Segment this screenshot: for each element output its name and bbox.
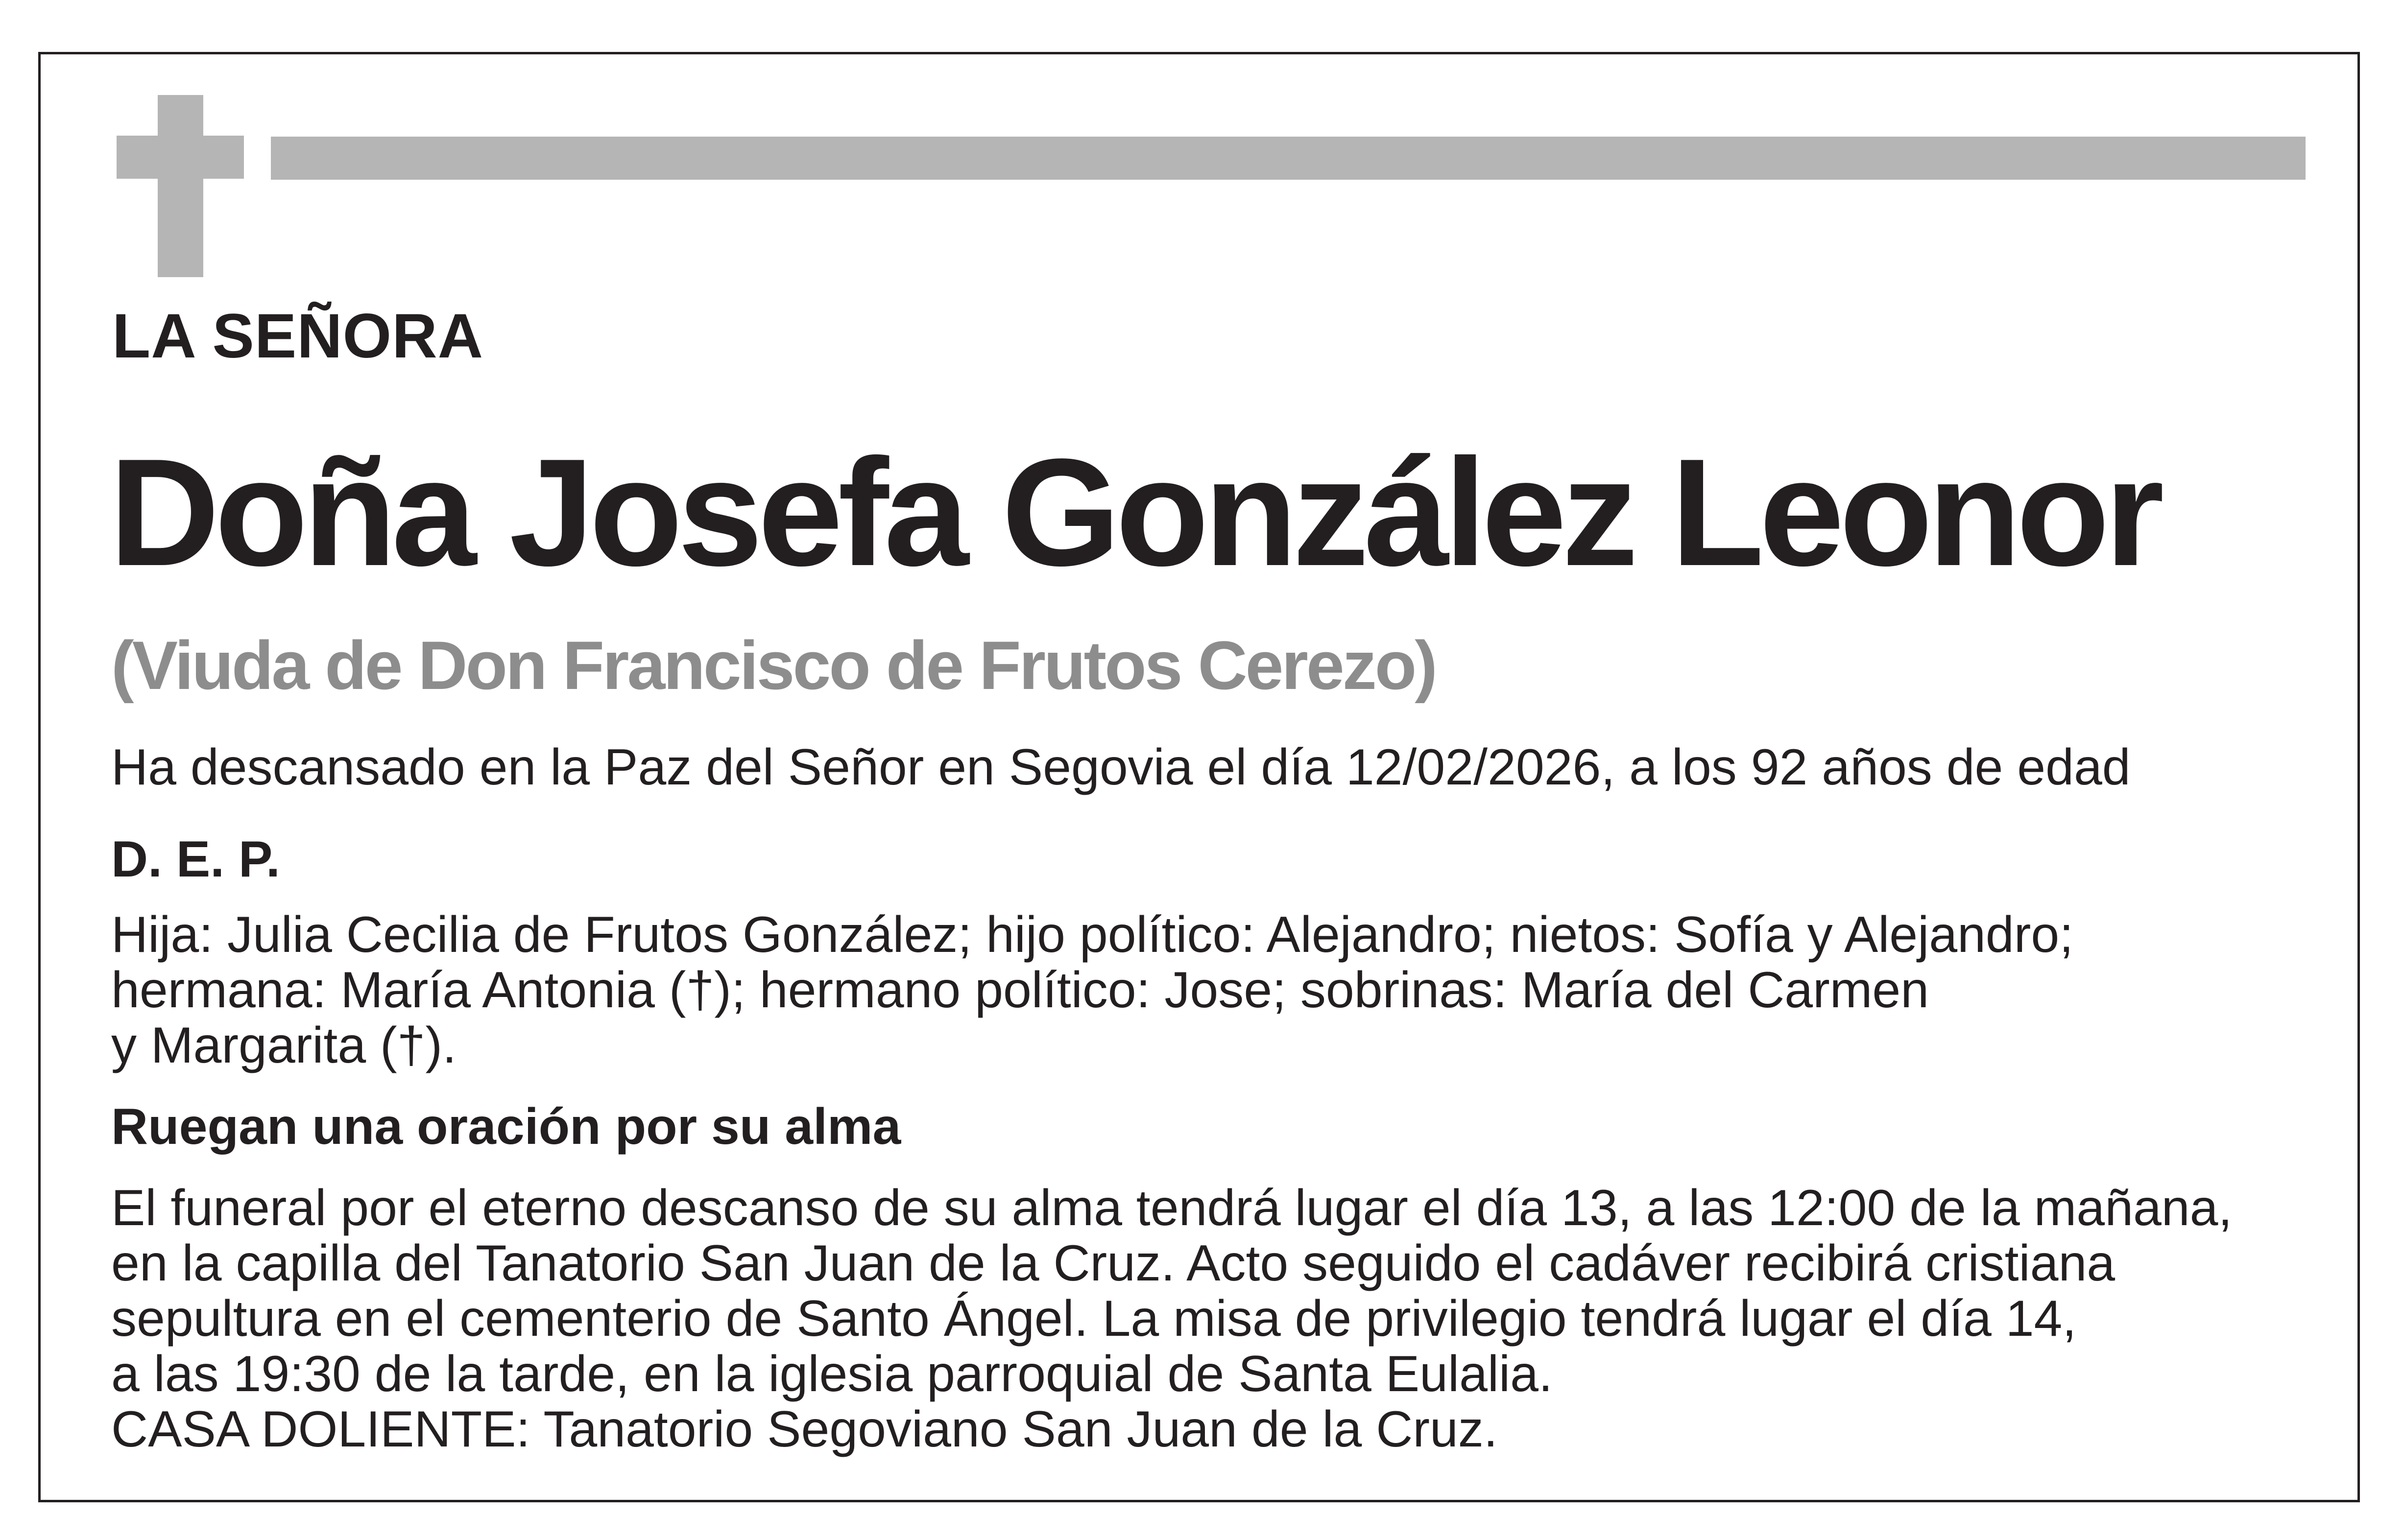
death-statement: Ha descansado en la Paz del Señor en Segovia el día 12/02/2026, a los 92 años de edad: [111, 739, 2131, 796]
cross-vertical-bar: [158, 95, 203, 277]
cross-icon: [117, 95, 244, 277]
funeral-line: CASA DOLIENTE: Tanatorio Segoviano San Juan de la Cruz.: [111, 1401, 1498, 1458]
rip-abbreviation: D. E. P.: [111, 831, 280, 888]
widow-subtitle: (Viuda de Don Francisco de Frutos Cerezo): [111, 627, 1436, 704]
family-line: Hija: Julia Cecilia de Frutos González; hijo político: Alejandro; nietos: Sofía y Alejandro;: [111, 906, 2074, 963]
prayer-request: Ruegan una oración por su alma: [111, 1098, 901, 1155]
deceased-name: Doña Josefa González Leonor: [109, 427, 2160, 598]
header-rule: [271, 137, 2306, 180]
funeral-details: [111, 1181, 2232, 1457]
funeral-line: a las 19:30 de la tarde, en la iglesia parroquial de Santa Eulalia.: [111, 1346, 1553, 1402]
cross-horizontal-bar: [117, 136, 244, 179]
family-line: hermana: María Antonia (†); hermano político: Jose; sobrinas: María del Carmen: [111, 962, 1929, 1019]
family-line: y Margarita (†).: [111, 1017, 457, 1074]
notice-frame: [38, 52, 2360, 1502]
funeral-line: El funeral por el eterno descanso de su alma tendrá lugar el día 13, a las 12:00 de la mañana,: [111, 1180, 2233, 1236]
funeral-line: sepultura en el cementerio de Santo Ángel. La misa de privilegio tendrá lugar el día 14,: [111, 1290, 2077, 1347]
family-list: [111, 907, 2073, 1073]
funeral-line: en la capilla del Tanatorio San Juan de la Cruz. Acto seguido el cadáver recibirá cristiana: [111, 1235, 2116, 1292]
honorific-prefix: LA SEÑORA: [112, 301, 484, 371]
